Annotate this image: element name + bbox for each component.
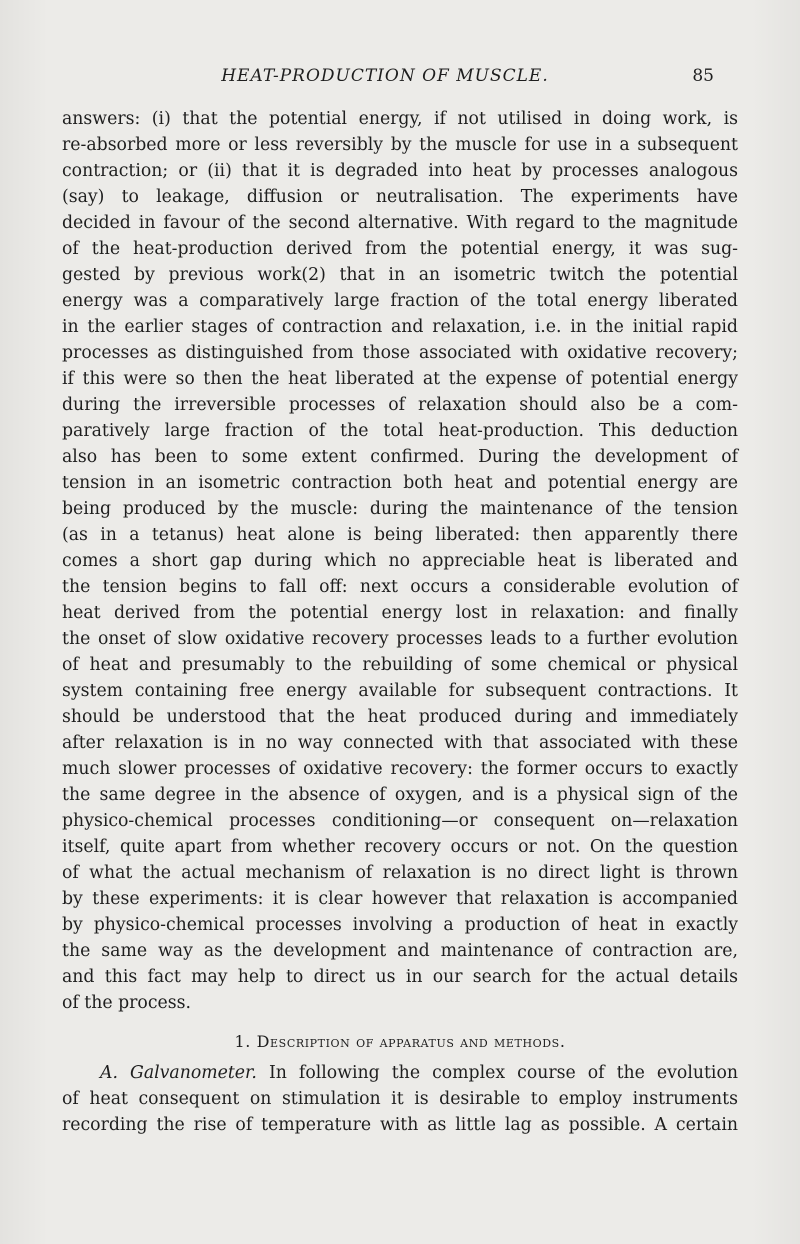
paragraph-1-line: of heat and presumably to the rebuilding of some chemical or physical (62, 655, 738, 675)
paragraph-1-line: the onset of slow oxidative recovery processes leads to a further evolution (62, 629, 738, 649)
paragraph-2-line: recording the rise of temperature with as little lag as possible. A certain (62, 1115, 738, 1135)
section-number: 1. (234, 1032, 251, 1051)
paragraph-1-line: answers: (i) that the potential energy, if not utilised in doing work, is (62, 109, 738, 129)
paragraph-1-line: physico-chemical processes conditioning—or consequent on—relaxation (62, 811, 738, 831)
page-number: 85 (692, 66, 714, 86)
paragraph-1-line: and this fact may help to direct us in our search for the actual details (62, 967, 738, 987)
paragraph-1-line: in the earlier stages of contraction and relaxation, i.e. in the initial rapid (62, 317, 738, 337)
paragraph-1-line: processes as distinguished from those associated with oxidative recovery; (62, 343, 738, 363)
paragraph-1-line: (say) to leakage, diffusion or neutralisation. The experiments have (62, 187, 738, 207)
paragraph-1-line: gested by previous work(2) that in an isometric twitch the potential (62, 265, 738, 285)
paragraph-1-line: being produced by the muscle: during the maintenance of the tension (62, 499, 738, 519)
paragraph-1-line: re-absorbed more or less reversibly by the muscle for use in a subsequent (62, 135, 738, 155)
running-title: HEAT-PRODUCTION OF MUSCLE. (221, 66, 549, 86)
paragraph-1-line: by these experiments: it is clear however that relaxation is accompanied (62, 889, 738, 909)
paragraph-1 (62, 106, 738, 1016)
paragraph-1-line: of the process. (62, 993, 191, 1013)
paragraph-1-line: by physico-chemical processes involving a production of heat in exactly (62, 915, 738, 935)
paragraph-1-line: comes a short gap during which no appreciable heat is liberated and (62, 551, 738, 571)
paragraph-1-line: energy was a comparatively large fraction of the total energy liberated (62, 291, 738, 311)
paragraph-1-line: after relaxation is in no way connected with that associated with these (62, 733, 738, 753)
subsection-label: A. Galvanometer. (100, 1063, 257, 1083)
paragraph-1-line: during the irreversible processes of relaxation should also be a com- (62, 395, 738, 415)
paragraph-2-first-line: In following the complex course of the evolution (268, 1063, 738, 1083)
running-head (56, 66, 714, 92)
paragraph-1-line: heat derived from the potential energy lost in relaxation: and finally (62, 603, 738, 623)
paragraph-1-line: the tension begins to fall off: next occurs a considerable evolution of (62, 577, 738, 597)
paragraph-1-line: the same way as the development and maintenance of contraction are, (62, 941, 738, 961)
paragraph-1-line: contraction; or (ii) that it is degraded into heat by processes analogous (62, 161, 738, 181)
section-heading (62, 1032, 738, 1051)
paragraph-1-line: of the heat-production derived from the potential energy, it was sug- (62, 239, 738, 259)
section-title: Description of apparatus and methods. (256, 1032, 566, 1051)
paragraph-2 (62, 1060, 738, 1138)
paragraph-1-line: (as in a tetanus) heat alone is being liberated: then apparently there (62, 525, 738, 545)
paragraph-1-line: decided in favour of the second alternative. With regard to the magnitude (62, 213, 738, 233)
paragraph-1-line: of what the actual mechanism of relaxation is no direct light is thrown (62, 863, 738, 883)
paragraph-1-line: itself, quite apart from whether recovery occurs or not. On the question (62, 837, 738, 857)
paragraph-1-line: if this were so then the heat liberated at the expense of potential energy (62, 369, 738, 389)
paragraph-1-line: should be understood that the heat produced during and immediately (62, 707, 738, 727)
paragraph-2-line (62, 1060, 738, 1086)
paragraph-1-line: the same degree in the absence of oxygen, and is a physical sign of the (62, 785, 738, 805)
paragraph-1-line: system containing free energy available for subsequent contractions. It (62, 681, 738, 701)
paragraph-1-line: much slower processes of oxidative recovery: the former occurs to exactly (62, 759, 738, 779)
paragraph-2-line: of heat consequent on stimulation it is desirable to employ instruments (62, 1089, 738, 1109)
paragraph-1-line: also has been to some extent confirmed. During the development of (62, 447, 738, 467)
paragraph-1-line: tension in an isometric contraction both heat and potential energy are (62, 473, 738, 493)
paragraph-1-line: paratively large fraction of the total heat-production. This deduction (62, 421, 738, 441)
